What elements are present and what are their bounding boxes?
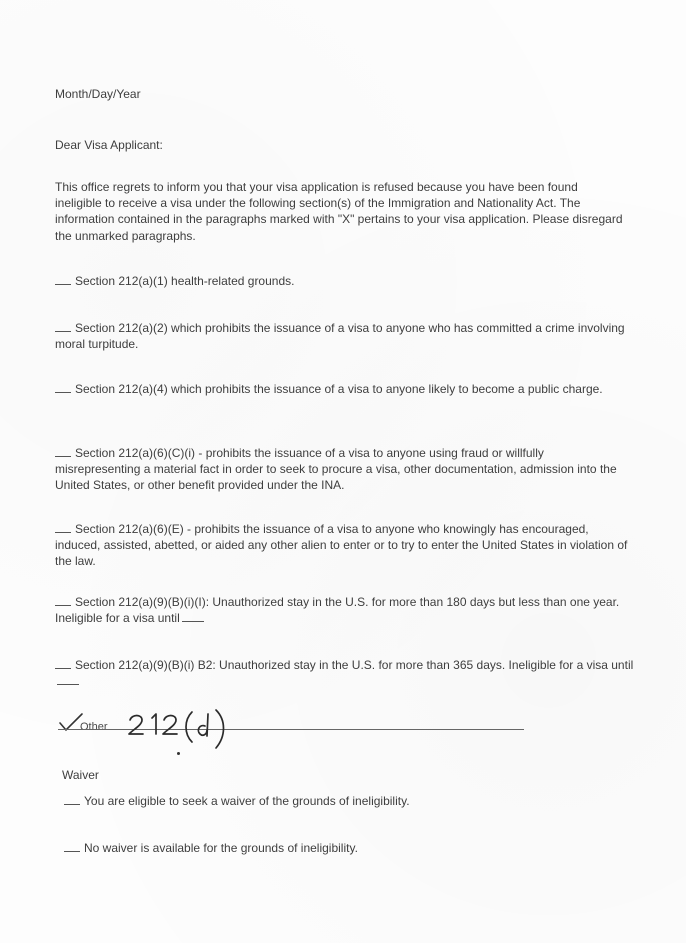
checkbox-blank (55, 446, 71, 457)
section-item (55, 445, 630, 494)
section-item (55, 320, 625, 352)
section-text: Section 212(a)(9)(B)(i)(I): Unauthorized stay in the U.S. for more than 180 days but less than one year. Ineligible for a visa until (55, 595, 620, 626)
section-item (55, 273, 635, 289)
waiver-option-text: No waiver is available for the grounds of ineligibility. (84, 841, 358, 855)
checkbox-blank (55, 274, 71, 285)
intro-paragraph: This office regrets to inform you that your visa application is refused because you have been found ineligible to receive a visa under the following section(s) of the Immigration and Nationality Act. The information contained in the paragraphs marked with "X" pertains to your visa application. Please disregard the unmarked paragraphs. (55, 180, 623, 243)
other-label: Other (80, 721, 108, 733)
date-line: Month/Day/Year (55, 87, 141, 101)
handwritten-entry (112, 706, 252, 750)
section-item (55, 657, 635, 689)
section-text: Section 212(a)(9)(B)(i) B2: Unauthorized stay in the U.S. for more than 365 days. Ineligible for a visa until (75, 658, 634, 672)
checkbox-blank (64, 794, 80, 805)
section-item (55, 594, 645, 626)
waiver-option (64, 793, 644, 809)
waiver-option (64, 840, 644, 856)
date-blank (57, 674, 79, 685)
salutation: Dear Visa Applicant: (55, 138, 163, 152)
checkbox-blank (55, 321, 71, 332)
section-text: Section 212(a)(4) which prohibits the issuance of a visa to anyone likely to become a public charge. (75, 382, 603, 396)
date-blank (182, 611, 204, 622)
ink-dot (177, 752, 180, 755)
waiver-heading: Waiver (62, 768, 99, 782)
section-item (55, 521, 630, 570)
section-text: Section 212(a)(6)(C)(i) - prohibits the issuance of a visa to anyone using fraud or willfully misrepresenting a material fact in order to seek to procure a visa, other documentation, admission into the United States, or other benefit provided under the INA. (55, 446, 617, 493)
section-text: Section 212(a)(1) health-related grounds. (75, 274, 295, 288)
section-item (55, 381, 635, 397)
checkbox-blank (64, 841, 80, 852)
checkbox-blank (55, 595, 71, 606)
section-text: Section 212(a)(6)(E) - prohibits the issuance of a visa to anyone who knowingly has encouraged, induced, assisted, abetted, or aided any other alien to enter or to try to enter the United States in violation of the law. (55, 522, 628, 569)
checkbox-blank (55, 658, 71, 669)
waiver-option-text: You are eligible to seek a waiver of the grounds of ineligibility. (84, 794, 410, 808)
section-text: Section 212(a)(2) which prohibits the issuance of a visa to anyone who has committed a crime involving moral turpitude. (55, 321, 625, 352)
checkbox-blank (55, 522, 71, 533)
checkbox-blank (55, 382, 71, 393)
